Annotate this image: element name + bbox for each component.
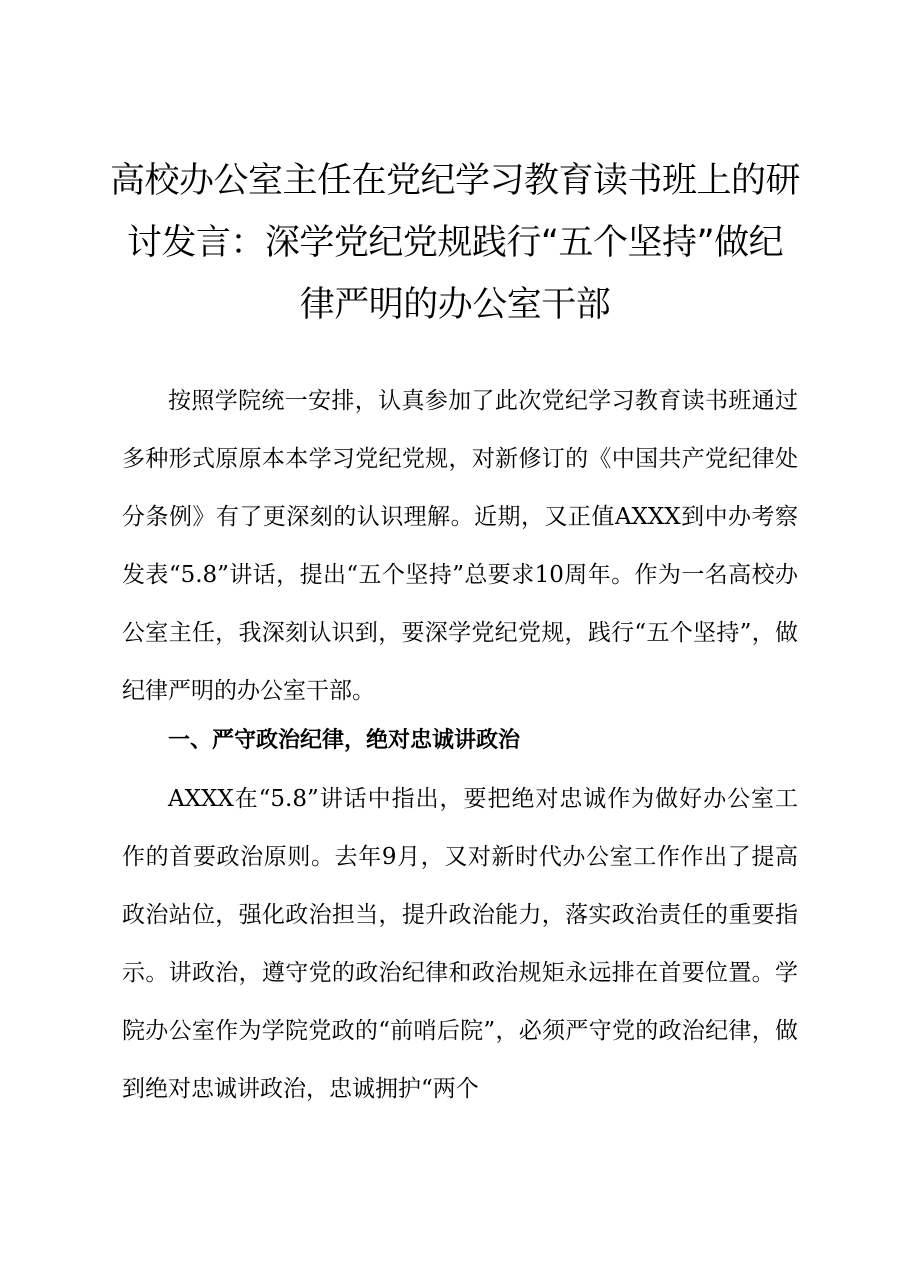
intro-paragraph: 按照学院统一安排，认真参加了此次党纪学习教育读书班通过多种形式原原本本学习党纪党规，对新修订的《中国共产党纪律处分条例》有了更深刻的认识理解。近期，又正值AXXX到中办考察发表“5.8”讲话，提出“五个坚持”总要求10周年。作为一名高校办公室主任，我深刻认识到，要深学党纪党规，践行“五个坚持”，做纪律严明的办公室干部。 (122, 388, 798, 704)
document-title: 高校办公室主任在党纪学习教育读书班上的研讨发言：深学党纪党规践行“五个坚持”做纪律严明的办公室干部 (110, 161, 801, 325)
section-paragraph: AXXX在“5.8”讲话中指出，要把绝对忠诚作为做好办公室工作的首要政治原则。去年9月，又对新时代办公室工作作出了提高政治站位，强化政治担当，提升政治能力，落实政治责任的重要指示。讲政治，遵守党的政治纪律和政治规矩永远排在首要位置。学院办公室作为学院党政的“前哨后院”，必须严守党的政治纪律，做到绝对忠诚讲政治，忠诚拥护“两个 (122, 786, 798, 1102)
section-heading: 一、严守政治纪律，绝对忠诚讲政治 (168, 728, 521, 753)
